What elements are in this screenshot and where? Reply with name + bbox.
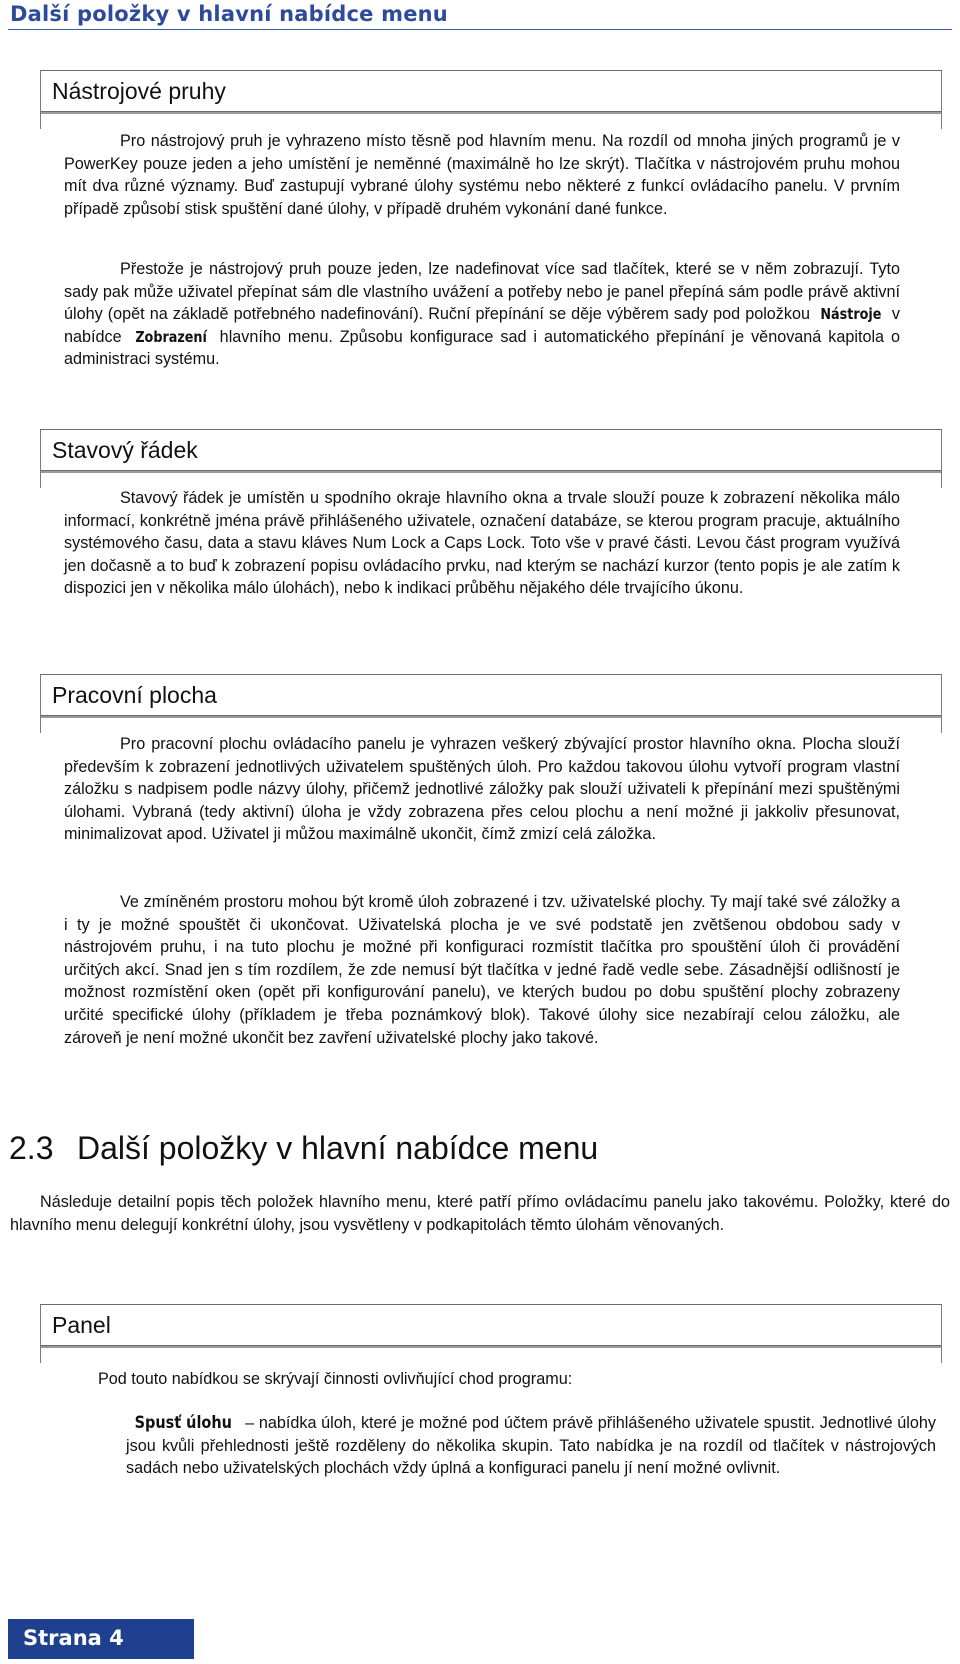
section-heading-workspace [40, 674, 942, 716]
chapter-title: Další položky v hlavní nabídce menu [77, 1130, 599, 1166]
chapter-intro: Následuje detailní popis těch položek hlavního menu, které patří přímo ovládacímu panelu jako takovému. Položky, které do hlavního menu delegují konkrétní úlohy, jsou vysvětleny v podkapitolách těmto úlohám věnovaných. [10, 1193, 950, 1234]
paragraph: Ve zmíněném prostoru mohou být kromě úloh zobrazené i tzv. uživatelské plochy. Ty mají také své záložky a i ty je možné spouštět či ukončovat. Uživatelská plocha je ve své podstatě jen zvětšenou obdobou sady v nástrojovém pruhu, i na tuto plochu je možné při konfiguraci rozmístit tlačítka pro spouštění úloh či provádění určitých akcí. Snad jen s tím rozdílem, že zde nemusí být tlačítka v jedné řadě vedle sebe. Zásadnější odlišností je možnost rozmístění oken (opět při konfigurování panelu), ve kterých budou po dobu spuštění plochy zobrazeny určité specifické úlohy (příkladem je třeba poznámkový blok). Takové úlohy sice nezabírají celou záložku, ale zároveň je není možné ukončit bez zavření uživatelské plochy jako takové. [64, 893, 900, 1047]
chapter-heading [9, 1130, 598, 1167]
page-number: Strana 4 [23, 1626, 124, 1650]
page-number-bar [8, 1619, 194, 1659]
section-title: Panel [52, 1312, 111, 1338]
section-heading-status-bar [40, 429, 942, 471]
section-title: Pracovní plocha [52, 682, 217, 708]
paragraph: Pro pracovní plochu ovládacího panelu je vyhrazen veškerý zbývající prostor hlavního okna. Plocha slouží především k zobrazení jednotlivých uživatelem spuštěných úloh. Pro každou takovou úlohu vytvoří program vlastní záložku s nadpisem podle názvy úlohy, přičemž jednotlivé záložky pak slouží uživateli k přepínání mezi spuštěnými úlohami. Vybraná (tedy aktivní) úloha je vždy zobrazena přes celou plochu a není možné ji jakkoliv přesunovat, minimalizovat apod. Uživatel ji můžou maximálně ukončit, čímž zmizí celá záložka. [64, 735, 900, 844]
section-heading-panel [40, 1304, 942, 1346]
paragraph: Stavový řádek je umístěn u spodního okraje hlavního okna a trvale slouží pouze k zobrazení několika málo informací, konkrétně jména právě přihlášeného uživatele, označení databáze, se kterou program pracuje, aktuálního systémového času, data a stavu kláves Num Lock a Caps Lock. Toto vše v pravé části. Levou část program využívá jen dočasně a to buď k zobrazení popisu ovládacího prvku, nad kterým se nachází kurzor (tento popis je ale zatím k dispozici jen v několika málo úlohách), nebo k indikaci průběhu nějakého déle trvajícího úkonu. [64, 489, 900, 598]
section-title: Stavový řádek [52, 437, 198, 463]
chapter-number: 2.3 [9, 1130, 54, 1166]
section-title: Nástrojové pruhy [52, 78, 226, 104]
section-heading-toolbars [40, 70, 942, 112]
paragraph: Pro nástrojový pruh je vyhrazeno místo těsně pod hlavním menu. Na rozdíl od mnoha jiných programů je v PowerKey pouze jeden a jeho umístění je neměnné (maximálně ho lze skrýt). Tlačítka v nástrojovém pruhu mohou mít dva různé významy. Buď zastupují vybrané úlohy systému nebo některé z funkcí ovládacího panelu. V prvním případě způsobí stisk spuštění dané úlohy, v případě druhém vykonání dané funkce. [64, 132, 900, 218]
menu-keyword-nastroje: Nástroje [820, 305, 882, 324]
paragraph: Přestože je nástrojový pruh pouze jeden, lze nadefinovat více sad tlačítek, které se v něm zobrazují. Tyto sady pak může uživatel přepínat sám dle vlastního uvážení a potřeby nebo je panel přepíná sám podle právě aktivní úlohy (opět na základě potřebného nadefinování). Ruční přepínání se děje výběrem sady pod položkou Nástroje v nabídce Zobrazení hlavního menu. Způsobu konfigurace sad i automatického přepínání je věnovaná kapitola o administraci systému. [64, 260, 901, 369]
menu-keyword-spust-ulohu: Spusť úlohu [134, 1413, 232, 1433]
running-header [8, 0, 952, 30]
running-header-title: Další položky v hlavní nabídce menu [10, 2, 448, 26]
menu-keyword-zobrazeni: Zobrazení [134, 327, 207, 346]
paragraph: Pod touto nabídkou se skrývají činnosti ovlivňující chod programu: [98, 1370, 573, 1388]
list-item-run-task: Spusť úlohu – nabídka úloh, které je možné pod účtem právě přihlášeného uživatele spustit. Jednotlivé úlohy jsou kvůli přehlednosti ještě rozděleny do několika skupin. Tato nabídka je na rozdíl od tlačítek v nástrojových sadách nebo uživatelských plochách vždy úplná a konfiguraci panelu jí není možné ovlivnit. [126, 1413, 936, 1478]
